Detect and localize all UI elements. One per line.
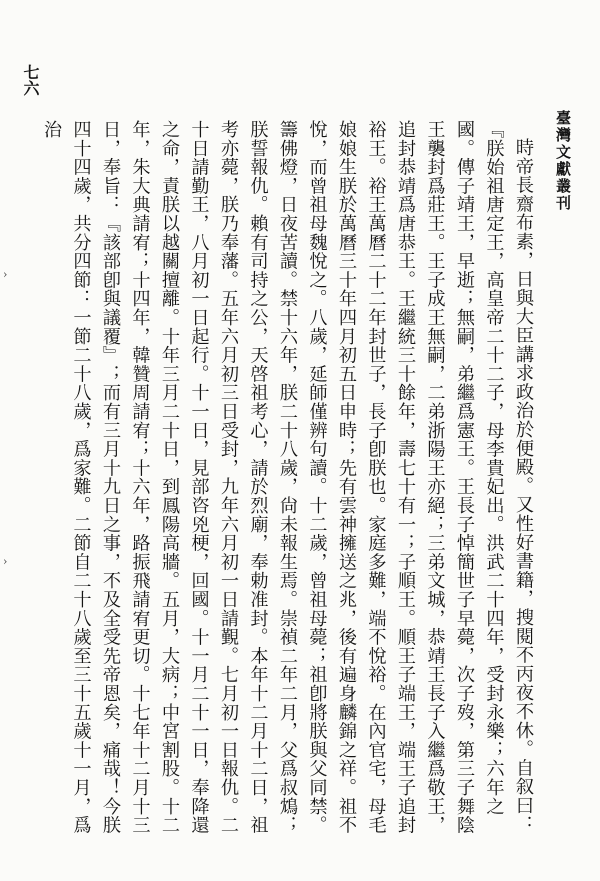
paragraph: 時帝長齋布素，日與大臣講求政治於便殿。又性好書籍，搜閱不丙夜不休。自叙曰：『朕始祖唐定王，高皇帝二十二子，母李貴妃出。洪武二十四年，受封永樂；六年之國。傳子靖王，早逝；無嗣，弟繼爲憲王。王長子悼簡世子早薨，次子歿，第三子舞陰王襲封爲莊王。王子成王無嗣，二弟浙陽王亦絕；三弟文城，恭靖王長子入繼爲敬王，追封恭靖爲唐恭王。王繼統三十餘年，壽七十有一；子順王。順王子端王，端王子追封裕王。裕王萬曆二十二年封世子，長子卽朕也。家庭多難，端不悅裕。在內官宅，母毛娘娘生朕於萬曆三十年四月初五日申時；先有雲神擁送之兆，後有遍身麟錦之祥。祖不悅，而曾祖母魏悅之。八歲，延師僅辨句讀。十二歲，曾祖母薨；祖卽將朕與父同禁。籌佛燈，日夜苦讀。禁十六年，朕二十八歲，尙未報生焉。崇禎二年二月，父爲叔鴆；朕誓報仇。賴有司持之公，天啓祖考心，請於烈廟，奉勅准封。本年十二月十二日，祖考亦薨，朕乃奉藩。五年六月初三日受封，九年六月初一日請覲。七月初一日報仇。二十日請勤王，八月初一日起行。十一日，見部咨兇梗，回國。十一月二十一日，奉降還之命，責朕以越關擅離。十年三月二十日，到鳳陽高牆。五月，大病；中宮割股。十二年，朱大典請宥；十四年，韓贊周請宥；十六年，路振飛請宥更切。十七年十二月十三日，奉旨：『該部卽與議覆』；而有三月十九日之事，不及全受先帝恩矣，痛哉！今朕四十四歲，共分四節：一節二十八歲，爲家難。二節自二十八歲至三十五歲十一月，爲治 [41,120,534,835]
body-text [28,120,538,845]
series-title: 臺灣文獻叢刊 [554,110,572,212]
edge-mark: › [3,268,8,281]
page-number: 七六 [21,64,40,96]
edge-mark: › [3,555,8,568]
